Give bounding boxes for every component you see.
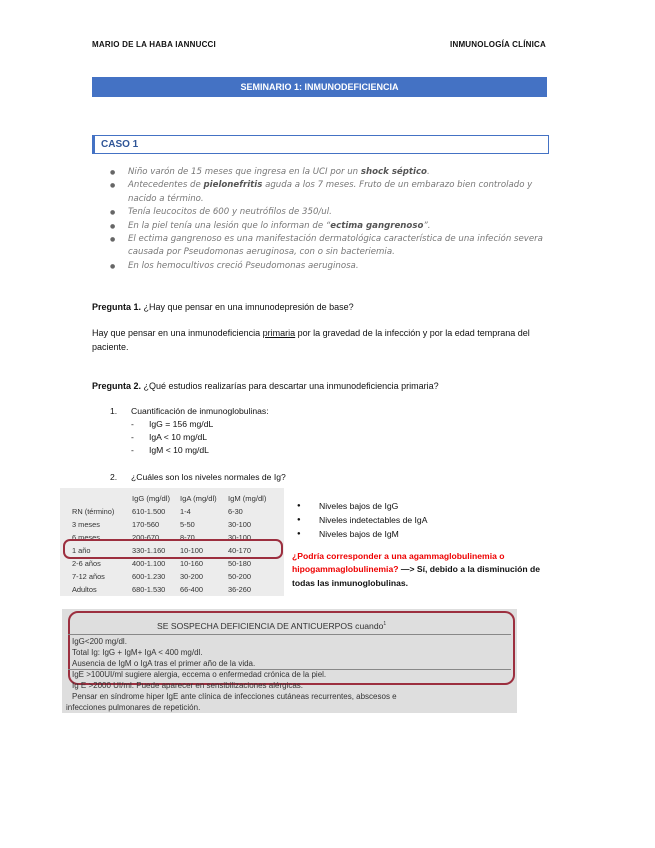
answer-1: Hay que pensar en una inmunodeficiencia primaria por la gravedad de la infección y por la edad temprana del paciente. — [92, 328, 530, 352]
criteria-line: Total Ig: IgG + IgM+ IgA < 400 mg/dl. — [72, 648, 203, 657]
list-item: ● Tenía leucocitos de 600 y neutrófilos de 350/ul. — [110, 206, 560, 219]
header-author: MARIO DE LA HABA IANNUCCI — [92, 40, 216, 49]
table-row: 1 año 330-1.160 10-100 40-170 — [72, 546, 252, 555]
criteria-line: IgG<200 mg/dl. — [72, 637, 127, 646]
list-item: ● Niveles bajos de IgG — [297, 499, 427, 513]
igm-value: - IgM < 10 mg/dL — [131, 445, 209, 455]
list-item: ● En los hemocultivos creció Pseudomonas aeruginosa. — [110, 260, 560, 273]
item-quantification: Cuantificación de inmunoglobulinas: — [131, 406, 269, 416]
table-row: 3 meses 170-560 5-50 30-100 — [72, 520, 252, 529]
case-bullet-list — [110, 166, 560, 273]
list-item: ● Antecedentes de pielonefritis aguda a los 7 meses. Fruto de un embarazo bien controlado y nacido a término. — [110, 179, 560, 206]
item-normal-levels: ¿Cuáles son los niveles normales de Ig? — [131, 472, 286, 482]
table-header-row: IgG (mg/dl) IgA (mg/dl) IgM (mg/dl) — [132, 494, 267, 503]
criteria-title: SE SOSPECHA DEFICIENCIA DE ANTICUERPOS cuando$^1$ — [157, 621, 387, 631]
criteria-line: Pensar en síndrome hiper IgE ante clínica de infecciones cutáneas recurrentes, abscesos e — [72, 692, 397, 701]
question-2: Pregunta 2. ¿Qué estudios realizarías para descartar una inmunodeficiencia primaria? — [92, 381, 439, 391]
list-item: ● En la piel tenía una lesión que lo informan de “ectima gangrenoso”. — [110, 220, 560, 233]
criteria-line: infecciones pulmonares de repetición. — [66, 703, 201, 712]
criteria-line: Ausencia de IgM o IgA tras el primer año de la vida. — [72, 659, 256, 668]
reference-values-table-image — [60, 488, 284, 596]
header-subject: INMUNOLOGÍA CLÍNICA — [450, 40, 546, 49]
antibody-deficiency-criteria-image — [62, 609, 517, 713]
criteria-line: Ig E >2000 UI/ml. Puede aparecer en sensibilizaciones alérgicas. — [72, 681, 304, 690]
case-heading-box — [92, 135, 549, 154]
criteria-line: IgE >100UI/ml sugiere alergia, eccema o enfermedad crónica de la piel. — [72, 670, 327, 679]
table-row: Adultos 680-1.530 66-400 36-260 — [72, 585, 252, 594]
table-row: 2-6 años 400-1.100 10-160 50-180 — [72, 559, 252, 568]
seminar-banner: SEMINARIO 1: INMUNODEFICIENCIA — [92, 77, 547, 97]
table-row: 6 meses 200-670 8-70 30-100 — [72, 533, 252, 542]
list-item: ● Niño varón de 15 meses que ingresa en la UCI por un shock séptico. — [110, 166, 560, 179]
igg-value: - IgG = 156 mg/dL — [131, 419, 214, 429]
item-number: 2. — [110, 472, 118, 482]
item-number: 1. — [110, 406, 118, 416]
findings-list — [297, 499, 427, 541]
question-1: Pregunta 1. ¿Hay que pensar en una imnunodepresión de base? — [92, 302, 354, 312]
highlight-ring — [63, 539, 283, 559]
case-title: CASO 1 — [101, 139, 139, 150]
list-item: ● Niveles bajos de IgM — [297, 527, 427, 541]
iga-value: - IgA < 10 mg/dL — [131, 432, 208, 442]
list-item: ● El ectima gangrenoso es una manifestación dermatológica característica de una infeción severa causada por Pseudomonas aeruginosa, con o sin bacteriemia. — [110, 233, 560, 260]
divider — [68, 634, 511, 635]
conclusion: ¿Podría corresponder a una agammaglobulinemia o hipogammaglobulinemia? —> Sí, debido a la disminución de todas las inmunoglobulinas. — [292, 551, 541, 588]
table-row: 7-12 años 600-1.230 30-200 50-200 — [72, 572, 252, 581]
table-row: RN (término) 610-1.500 1-4 6-30 — [72, 507, 243, 516]
list-item: ● Niveles indetectables de IgA — [297, 513, 427, 527]
